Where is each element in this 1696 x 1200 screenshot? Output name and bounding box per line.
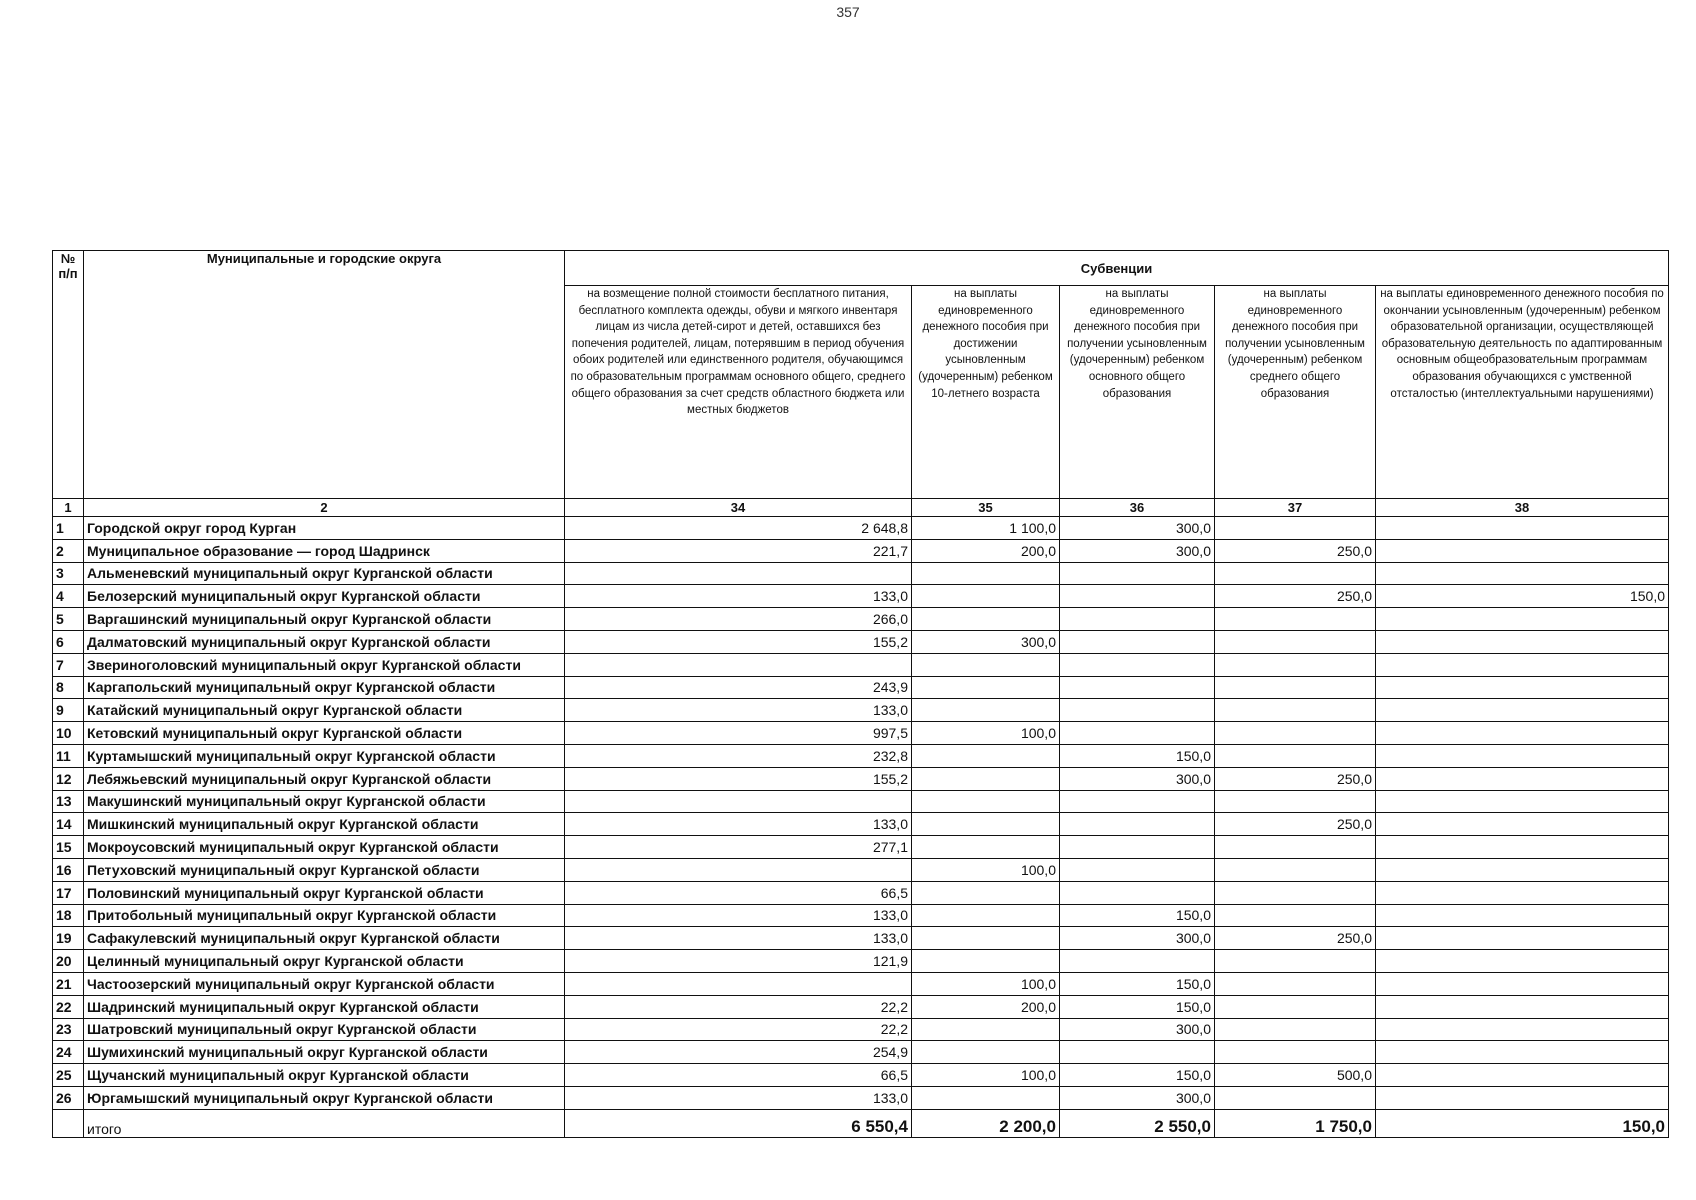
municipality-name: Шумихинский муниципальный округ Курганской области bbox=[84, 1041, 565, 1064]
table-row bbox=[53, 950, 1669, 973]
value-cell: 221,7 bbox=[565, 539, 912, 562]
value-cell: 100,0 bbox=[912, 722, 1060, 745]
municipality-name: Каргапольский муниципальный округ Курганской области bbox=[84, 676, 565, 699]
table-row bbox=[53, 904, 1669, 927]
municipality-name: Частоозерский муниципальный округ Курганской области bbox=[84, 972, 565, 995]
value-cell: 500,0 bbox=[1215, 1064, 1376, 1087]
municipality-name: Мокроусовский муниципальный округ Курганской области bbox=[84, 836, 565, 859]
value-cell bbox=[1060, 950, 1215, 973]
value-cell bbox=[912, 608, 1060, 631]
total-number-cell bbox=[53, 1109, 84, 1137]
header-number: № п/п bbox=[53, 251, 84, 499]
table-header bbox=[53, 251, 1669, 499]
value-cell: 133,0 bbox=[565, 813, 912, 836]
total-value: 2 550,0 bbox=[1060, 1109, 1215, 1137]
table-row bbox=[53, 539, 1669, 562]
value-cell bbox=[912, 790, 1060, 813]
value-cell bbox=[1376, 813, 1669, 836]
header-subcolumn-37: на выплаты единовременного денежного пособия при получении усыновленным (удочеренным) ребенком среднего общего образования bbox=[1215, 286, 1376, 499]
value-cell: 200,0 bbox=[912, 539, 1060, 562]
municipality-name: Варгашинский муниципальный округ Курганской области bbox=[84, 608, 565, 631]
value-cell: 121,9 bbox=[565, 950, 912, 973]
value-cell bbox=[912, 904, 1060, 927]
value-cell: 100,0 bbox=[912, 858, 1060, 881]
row-number: 24 bbox=[53, 1041, 84, 1064]
value-cell: 133,0 bbox=[565, 699, 912, 722]
row-number: 4 bbox=[53, 585, 84, 608]
municipality-name: Городской округ город Курган bbox=[84, 517, 565, 540]
row-number: 14 bbox=[53, 813, 84, 836]
value-cell: 155,2 bbox=[565, 630, 912, 653]
value-cell: 22,2 bbox=[565, 995, 912, 1018]
value-cell: 243,9 bbox=[565, 676, 912, 699]
total-value: 150,0 bbox=[1376, 1109, 1669, 1137]
value-cell: 300,0 bbox=[1060, 927, 1215, 950]
table-row bbox=[53, 995, 1669, 1018]
value-cell bbox=[1376, 1018, 1669, 1041]
header-subcolumn-35: на выплаты единовременного денежного пособия при достижении усыновленным (удочеренным) ребенком 10-летнего возраста bbox=[912, 286, 1060, 499]
value-cell: 150,0 bbox=[1060, 972, 1215, 995]
value-cell bbox=[1060, 813, 1215, 836]
value-cell bbox=[1060, 858, 1215, 881]
header-municipality: Муниципальные и городские округа bbox=[84, 251, 565, 499]
table-row bbox=[53, 767, 1669, 790]
total-value: 6 550,4 bbox=[565, 1109, 912, 1137]
total-value: 2 200,0 bbox=[912, 1109, 1060, 1137]
value-cell bbox=[1376, 767, 1669, 790]
row-number: 16 bbox=[53, 858, 84, 881]
table-row bbox=[53, 790, 1669, 813]
value-cell: 150,0 bbox=[1060, 904, 1215, 927]
column-number: 37 bbox=[1215, 499, 1376, 517]
row-number: 9 bbox=[53, 699, 84, 722]
table-row bbox=[53, 881, 1669, 904]
table-row bbox=[53, 676, 1669, 699]
row-number: 19 bbox=[53, 927, 84, 950]
row-number: 23 bbox=[53, 1018, 84, 1041]
value-cell bbox=[912, 927, 1060, 950]
row-number: 12 bbox=[53, 767, 84, 790]
value-cell bbox=[1215, 722, 1376, 745]
value-cell bbox=[1215, 881, 1376, 904]
value-cell: 155,2 bbox=[565, 767, 912, 790]
value-cell bbox=[912, 881, 1060, 904]
value-cell bbox=[1215, 1041, 1376, 1064]
row-number: 21 bbox=[53, 972, 84, 995]
municipality-name: Куртамышский муниципальный округ Курганской области bbox=[84, 744, 565, 767]
table-row bbox=[53, 722, 1669, 745]
municipality-name: Катайский муниципальный округ Курганской области bbox=[84, 699, 565, 722]
value-cell bbox=[1215, 608, 1376, 631]
value-cell: 66,5 bbox=[565, 1064, 912, 1087]
value-cell bbox=[1060, 608, 1215, 631]
value-cell bbox=[1215, 630, 1376, 653]
municipality-name: Петуховский муниципальный округ Курганской области bbox=[84, 858, 565, 881]
value-cell bbox=[1060, 562, 1215, 585]
table-row bbox=[53, 1086, 1669, 1109]
value-cell bbox=[1215, 836, 1376, 859]
value-cell bbox=[912, 836, 1060, 859]
value-cell bbox=[912, 1041, 1060, 1064]
table-row bbox=[53, 608, 1669, 631]
value-cell bbox=[912, 813, 1060, 836]
value-cell bbox=[1376, 950, 1669, 973]
value-cell bbox=[1376, 858, 1669, 881]
value-cell bbox=[1215, 858, 1376, 881]
row-number: 25 bbox=[53, 1064, 84, 1087]
value-cell bbox=[1376, 972, 1669, 995]
municipality-name: Юргамышский муниципальный округ Курганской области bbox=[84, 1086, 565, 1109]
value-cell: 150,0 bbox=[1376, 585, 1669, 608]
value-cell: 300,0 bbox=[1060, 1018, 1215, 1041]
column-number: 36 bbox=[1060, 499, 1215, 517]
header-subcolumn-36: на выплаты единовременного денежного пособия при получении усыновленным (удочеренным) ребенком основного общего образования bbox=[1060, 286, 1215, 499]
value-cell bbox=[1060, 836, 1215, 859]
value-cell: 100,0 bbox=[912, 1064, 1060, 1087]
row-number: 7 bbox=[53, 653, 84, 676]
header-subventions: Субвенции bbox=[565, 251, 1669, 286]
municipality-name: Щучанский муниципальный округ Курганской области bbox=[84, 1064, 565, 1087]
value-cell bbox=[912, 950, 1060, 973]
row-number: 8 bbox=[53, 676, 84, 699]
value-cell: 300,0 bbox=[1060, 767, 1215, 790]
value-cell bbox=[1376, 676, 1669, 699]
value-cell: 2 648,8 bbox=[565, 517, 912, 540]
value-cell bbox=[1215, 1018, 1376, 1041]
value-cell bbox=[1215, 995, 1376, 1018]
row-number: 20 bbox=[53, 950, 84, 973]
value-cell bbox=[1060, 653, 1215, 676]
value-cell: 250,0 bbox=[1215, 927, 1376, 950]
municipality-name: Макушинский муниципальный округ Курганской области bbox=[84, 790, 565, 813]
municipality-name: Лебяжьевский муниципальный округ Курганской области bbox=[84, 767, 565, 790]
subsidy-table bbox=[52, 250, 1669, 1138]
value-cell bbox=[1376, 630, 1669, 653]
value-cell bbox=[1376, 1064, 1669, 1087]
value-cell: 300,0 bbox=[1060, 517, 1215, 540]
row-number: 26 bbox=[53, 1086, 84, 1109]
table-row bbox=[53, 1041, 1669, 1064]
row-number: 3 bbox=[53, 562, 84, 585]
value-cell bbox=[1060, 585, 1215, 608]
total-row bbox=[53, 1109, 1669, 1137]
municipality-name: Далматовский муниципальный округ Курганской области bbox=[84, 630, 565, 653]
header-subcolumn-34: на возмещение полной стоимости бесплатного питания, бесплатного комплекта одежды, обуви и мягкого инвентаря лицам из числа детей-сирот и детей, оставшихся без попечения родителей, лицам, потерявшим в период обучения обоих родителей или единственного родителя, обучающимся по образовательным программам основного общего, среднего общего образования за счет средств областного бюджета или местных бюджетов bbox=[565, 286, 912, 499]
municipality-name: Мишкинский муниципальный округ Курганской области bbox=[84, 813, 565, 836]
value-cell: 133,0 bbox=[565, 927, 912, 950]
value-cell: 997,5 bbox=[565, 722, 912, 745]
column-number: 34 bbox=[565, 499, 912, 517]
value-cell: 250,0 bbox=[1215, 767, 1376, 790]
value-cell bbox=[1215, 517, 1376, 540]
value-cell bbox=[1060, 722, 1215, 745]
value-cell bbox=[912, 767, 1060, 790]
value-cell bbox=[1215, 676, 1376, 699]
table-row bbox=[53, 1064, 1669, 1087]
value-cell bbox=[565, 790, 912, 813]
municipality-name: Шадринский муниципальный округ Курганской области bbox=[84, 995, 565, 1018]
value-cell bbox=[912, 744, 1060, 767]
municipality-name: Половинский муниципальный округ Курганской области bbox=[84, 881, 565, 904]
municipality-name: Кетовский муниципальный округ Курганской области bbox=[84, 722, 565, 745]
table-row bbox=[53, 630, 1669, 653]
value-cell bbox=[912, 1086, 1060, 1109]
value-cell bbox=[1376, 539, 1669, 562]
value-cell: 150,0 bbox=[1060, 744, 1215, 767]
row-number: 5 bbox=[53, 608, 84, 631]
table-row bbox=[53, 927, 1669, 950]
value-cell bbox=[565, 562, 912, 585]
total-label: итого bbox=[84, 1109, 565, 1137]
row-number: 13 bbox=[53, 790, 84, 813]
row-number: 15 bbox=[53, 836, 84, 859]
value-cell: 300,0 bbox=[1060, 539, 1215, 562]
value-cell bbox=[565, 972, 912, 995]
table-row bbox=[53, 836, 1669, 859]
value-cell bbox=[1376, 927, 1669, 950]
value-cell: 250,0 bbox=[1215, 539, 1376, 562]
value-cell: 66,5 bbox=[565, 881, 912, 904]
value-cell: 250,0 bbox=[1215, 813, 1376, 836]
value-cell bbox=[1060, 630, 1215, 653]
table-row bbox=[53, 653, 1669, 676]
municipality-name: Шатровский муниципальный округ Курганской области bbox=[84, 1018, 565, 1041]
value-cell bbox=[1376, 790, 1669, 813]
value-cell bbox=[912, 585, 1060, 608]
value-cell: 300,0 bbox=[912, 630, 1060, 653]
table-row bbox=[53, 858, 1669, 881]
value-cell bbox=[1215, 1086, 1376, 1109]
value-cell bbox=[1060, 676, 1215, 699]
value-cell bbox=[1215, 653, 1376, 676]
value-cell bbox=[565, 653, 912, 676]
value-cell bbox=[1060, 790, 1215, 813]
municipality-name: Муниципальное образование — город Шадринск bbox=[84, 539, 565, 562]
value-cell bbox=[1060, 1041, 1215, 1064]
value-cell: 133,0 bbox=[565, 904, 912, 927]
value-cell bbox=[1376, 608, 1669, 631]
row-number: 17 bbox=[53, 881, 84, 904]
value-cell: 232,8 bbox=[565, 744, 912, 767]
value-cell bbox=[1215, 950, 1376, 973]
row-number: 10 bbox=[53, 722, 84, 745]
row-number: 6 bbox=[53, 630, 84, 653]
value-cell: 133,0 bbox=[565, 1086, 912, 1109]
value-cell bbox=[1215, 744, 1376, 767]
value-cell bbox=[1376, 1086, 1669, 1109]
value-cell: 1 100,0 bbox=[912, 517, 1060, 540]
row-number: 18 bbox=[53, 904, 84, 927]
row-number: 11 bbox=[53, 744, 84, 767]
value-cell bbox=[912, 699, 1060, 722]
value-cell: 300,0 bbox=[1060, 1086, 1215, 1109]
value-cell: 22,2 bbox=[565, 1018, 912, 1041]
value-cell bbox=[1215, 972, 1376, 995]
municipality-name: Белозерский муниципальный округ Курганской области bbox=[84, 585, 565, 608]
value-cell: 266,0 bbox=[565, 608, 912, 631]
table-row bbox=[53, 585, 1669, 608]
value-cell bbox=[912, 653, 1060, 676]
value-cell bbox=[1376, 881, 1669, 904]
column-number: 2 bbox=[84, 499, 565, 517]
value-cell bbox=[1376, 699, 1669, 722]
municipality-name: Сафакулевский муниципальный округ Курганской области bbox=[84, 927, 565, 950]
row-number: 22 bbox=[53, 995, 84, 1018]
value-cell bbox=[912, 562, 1060, 585]
table-row bbox=[53, 699, 1669, 722]
table-body bbox=[53, 499, 1669, 1138]
table-row bbox=[53, 972, 1669, 995]
municipality-name: Притобольный муниципальный округ Курганской области bbox=[84, 904, 565, 927]
column-number: 38 bbox=[1376, 499, 1669, 517]
row-number: 2 bbox=[53, 539, 84, 562]
municipality-name: Альменевский муниципальный округ Курганской области bbox=[84, 562, 565, 585]
value-cell bbox=[1060, 699, 1215, 722]
value-cell: 150,0 bbox=[1060, 1064, 1215, 1087]
column-numbers-row bbox=[53, 499, 1669, 517]
value-cell: 100,0 bbox=[912, 972, 1060, 995]
value-cell bbox=[1376, 653, 1669, 676]
value-cell: 254,9 bbox=[565, 1041, 912, 1064]
row-number: 1 bbox=[53, 517, 84, 540]
value-cell: 133,0 bbox=[565, 585, 912, 608]
value-cell bbox=[912, 676, 1060, 699]
table-row bbox=[53, 562, 1669, 585]
table-row bbox=[53, 1018, 1669, 1041]
page-number: 357 bbox=[836, 4, 860, 20]
value-cell bbox=[1376, 562, 1669, 585]
value-cell bbox=[1060, 881, 1215, 904]
value-cell bbox=[1376, 744, 1669, 767]
value-cell bbox=[1376, 904, 1669, 927]
value-cell bbox=[912, 1018, 1060, 1041]
municipality-name: Звериноголовский муниципальный округ Курганской области bbox=[84, 653, 565, 676]
value-cell: 200,0 bbox=[912, 995, 1060, 1018]
table-row bbox=[53, 813, 1669, 836]
value-cell bbox=[1376, 1041, 1669, 1064]
value-cell: 277,1 bbox=[565, 836, 912, 859]
value-cell bbox=[1215, 699, 1376, 722]
value-cell bbox=[565, 858, 912, 881]
column-number: 1 bbox=[53, 499, 84, 517]
value-cell bbox=[1215, 904, 1376, 927]
column-number: 35 bbox=[912, 499, 1060, 517]
table-row bbox=[53, 744, 1669, 767]
value-cell bbox=[1376, 517, 1669, 540]
value-cell bbox=[1215, 790, 1376, 813]
value-cell bbox=[1376, 836, 1669, 859]
total-value: 1 750,0 bbox=[1215, 1109, 1376, 1137]
value-cell bbox=[1376, 995, 1669, 1018]
value-cell bbox=[1376, 722, 1669, 745]
value-cell: 150,0 bbox=[1060, 995, 1215, 1018]
value-cell bbox=[1215, 562, 1376, 585]
header-subcolumn-38: на выплаты единовременного денежного пособия по окончании усыновленным (удочеренным) ребенком образовательной организации, осуществляющей образовательную деятельность по адаптированным основным общеобразовательным программам образования обучающихся с умственной отсталостью (интеллектуальными нарушениями) bbox=[1376, 286, 1669, 499]
value-cell: 250,0 bbox=[1215, 585, 1376, 608]
table-row bbox=[53, 517, 1669, 540]
municipality-name: Целинный муниципальный округ Курганской области bbox=[84, 950, 565, 973]
